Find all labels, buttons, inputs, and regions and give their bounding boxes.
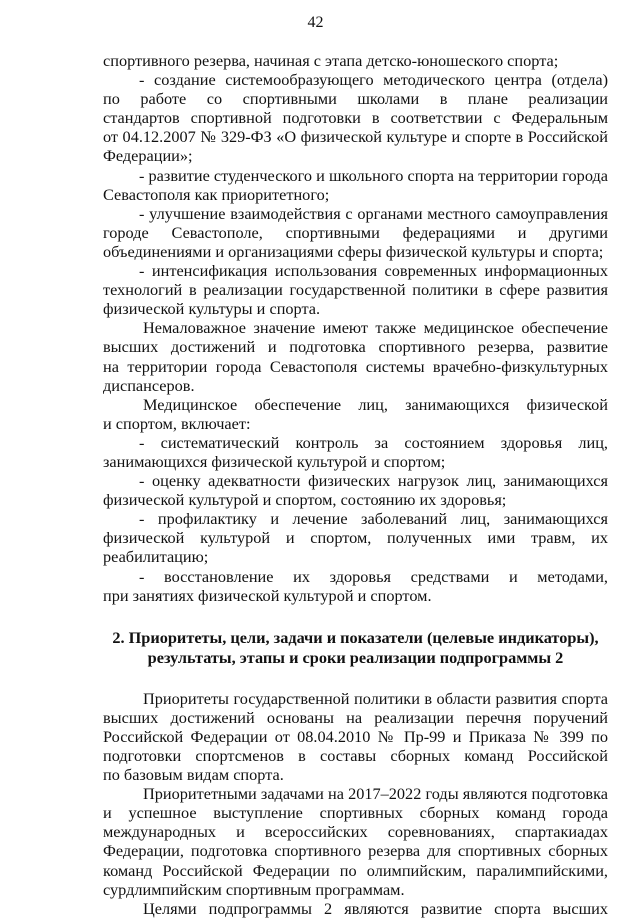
- text-line: Приоритеты государственной политики в области развития спорта: [143, 688, 608, 708]
- text-line: - профилактику и лечение заболеваний лиц, занимающихся: [139, 509, 608, 529]
- text-line: по работе со спортивными школами в плане реализации: [103, 89, 608, 109]
- text-line: - интенсификация использования современных информационных: [139, 261, 608, 281]
- text-line: команд Российской Федерации по олимпийским, паралимпийскими,: [103, 860, 608, 880]
- text-line: физической культуры и спорта.: [103, 299, 321, 319]
- text-line: и успешное выступление спортивных сборных команд города: [103, 803, 608, 823]
- text-line: - систематический контроль за состоянием здоровья лиц,: [139, 432, 608, 452]
- text-line: реабилитацию;: [103, 547, 209, 567]
- text-line: физической культурой и спортом, состоянию их здоровья;: [103, 490, 507, 510]
- text-line: Российской Федерации от 08.04.2010 № Пр-99 и Приказа № 399 по: [103, 726, 608, 746]
- text-line: подготовки спортсменов в составы сборных команд Российской: [103, 746, 608, 765]
- text-line: - развитие студенческого и школьного спорта на территории города: [139, 165, 608, 185]
- text-line: Федерации, подготовка спортивного резерва для спортивных сборных: [103, 841, 608, 861]
- text-line: Приоритетными задачами на 2017–2022 годы являются подготовка: [143, 784, 608, 804]
- text-line: при занятиях физической культурой и спортом.: [103, 585, 432, 605]
- text-line: от 04.12.2007 № 329-ФЗ «О физической культуре и спорте в Российской: [103, 127, 608, 147]
- text-line: Медицинское обеспечение лиц, занимающихся физической: [143, 394, 608, 414]
- text-line: - оценку адекватности физических нагрузок лиц, занимающихся: [139, 471, 608, 491]
- text-line: сурдлимпийским спортивным программам.: [103, 879, 405, 899]
- page-number: 42: [307, 14, 324, 31]
- text-line: спортивного резерва, начиная с этапа детско-юношеского спорта;: [103, 51, 559, 70]
- text-line: физической культурой и спортом, полученных ими травм, их: [103, 528, 608, 548]
- page-body: [103, 51, 608, 918]
- text-line: стандартов спортивной подготовки в соответствии с Федеральным: [103, 108, 608, 128]
- text-line: высших достижений основаны на реализации перечня поручений: [103, 707, 608, 727]
- text-line: и спортом, включает:: [103, 413, 251, 433]
- text-line: Целями подпрограммы 2 являются развитие спорта высших: [143, 898, 608, 918]
- text-line: технологий в реализации государственной политики в сфере развития: [103, 280, 608, 300]
- heading-line: 2. Приоритеты, цели, задачи и показатели (целевые индикаторы),: [112, 627, 599, 647]
- text-line: международных и всероссийских соревнованиях, спартакиадах: [103, 822, 608, 842]
- text-line: - улучшение взаимодействия с органами местного самоуправления: [139, 203, 608, 223]
- text-line: Немаловажное значение имеют также медицинское обеспечение: [143, 318, 608, 338]
- section-heading: [103, 628, 608, 668]
- text-line: Севастополя как приоритетного;: [103, 184, 330, 204]
- text-line: - создание системообразующего методического центра (отдела): [139, 70, 608, 90]
- text-line: на территории города Севастополя системы врачебно-физкультурных: [103, 356, 608, 376]
- section-body-1: [103, 51, 608, 605]
- text-line: по базовым видам спорта.: [103, 765, 284, 785]
- section-body-2: [103, 689, 608, 918]
- text-line: объединениями и организациями сферы физической культуры и спорта;: [103, 241, 604, 261]
- text-line: занимающихся физической культурой и спортом;: [103, 451, 446, 471]
- text-line: высших достижений и подготовка спортивного резерва, развитие: [103, 337, 608, 357]
- text-line: - восстановление их здоровья средствами и методами,: [139, 566, 608, 586]
- heading-line: результаты, этапы и сроки реализации подпрограммы 2: [147, 647, 564, 667]
- text-line: Федерации»;: [103, 146, 193, 166]
- text-line: городе Севастополе, спортивными федерациями и другими: [103, 222, 608, 242]
- text-line: диспансеров.: [103, 375, 195, 395]
